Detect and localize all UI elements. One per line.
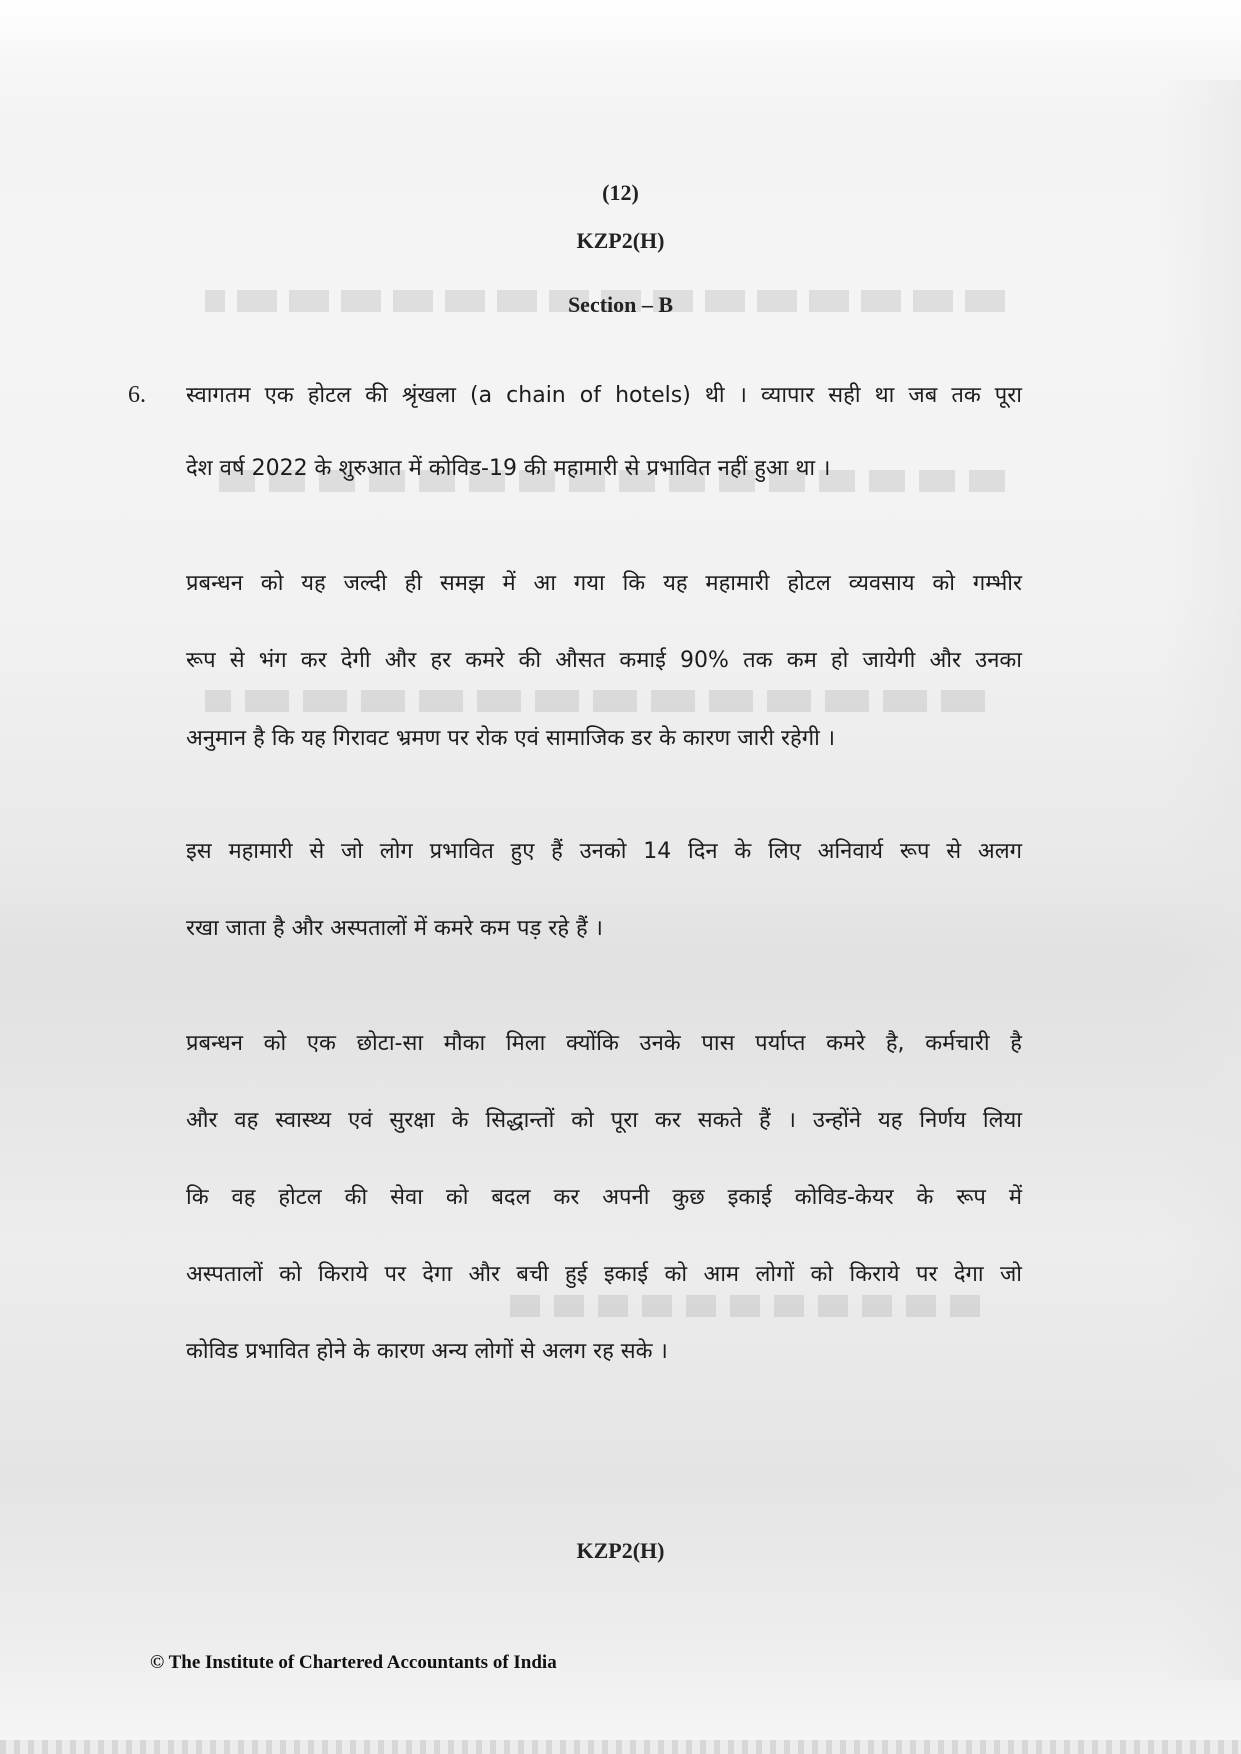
paragraph-3-line-1: इस महामारी से जो लोग प्रभावित हुए हैं उनको 14 दिन के लिए अनिवार्य रूप से अलग <box>186 839 1022 864</box>
bleed-through-mark <box>500 1295 980 1317</box>
section-title: Section – B <box>567 292 674 317</box>
paragraph-2-line-1: प्रबन्धन को यह जल्दी ही समझ में आ गया कि यह महामारी होटल व्यवसाय को गम्भीर <box>186 571 1022 596</box>
paper-code-header: KZP2(H) <box>576 228 665 253</box>
copyright-notice: © The Institute of Chartered Accountants of India <box>150 1652 557 1673</box>
paragraph-2-line-3: अनुमान है कि यह गिरावट भ्रमण पर रोक एवं सामाजिक डर के कारण जारी रहेगी । <box>186 726 836 751</box>
paragraph-1-line-2: देश वर्ष 2022 के शुरुआत में कोविड-19 की महामारी से प्रभावित नहीं हुआ था । <box>186 456 831 481</box>
paragraph-4-line-3: कि वह होटल की सेवा को बदल कर अपनी कुछ इकाई कोविड-केयर के रूप में <box>186 1185 1022 1210</box>
bleed-through-mark <box>205 690 985 712</box>
scan-shadow-right <box>1161 80 1241 1680</box>
paragraph-4-line-2: और वह स्वास्थ्य एवं सुरक्षा के सिद्धान्तों को पूरा कर सकते हैं । उन्होंने यह निर्णय लिया <box>186 1108 1022 1133</box>
scan-edge-bottom <box>0 1740 1241 1754</box>
page-number: (12) <box>602 180 639 205</box>
question-number: 6. <box>128 382 146 408</box>
paper-code-footer: KZP2(H) <box>576 1538 665 1563</box>
paragraph-4-line-4: अस्पतालों को किराये पर देगा और बची हुई इकाई को आम लोगों को किराये पर देगा जो <box>186 1262 1022 1287</box>
paragraph-3-line-2: रखा जाता है और अस्पतालों में कमरे कम पड़ रहे हैं । <box>186 916 604 941</box>
paragraph-4-line-1: प्रबन्धन को एक छोटा-सा मौका मिला क्योंकि उनके पास पर्याप्त कमरे है, कर्मचारी है <box>186 1031 1022 1056</box>
paragraph-4-line-5: कोविड प्रभावित होने के कारण अन्य लोगों से अलग रह सके । <box>186 1339 668 1364</box>
paragraph-2-line-2: रूप से भंग कर देगी और हर कमरे की औसत कमाई 90% तक कम हो जायेगी और उनका <box>186 648 1022 673</box>
paragraph-1-line-1: स्वागतम एक होटल की श्रृंखला (a chain of hotels) थी । व्यापार सही था जब तक पूरा <box>186 383 1022 408</box>
